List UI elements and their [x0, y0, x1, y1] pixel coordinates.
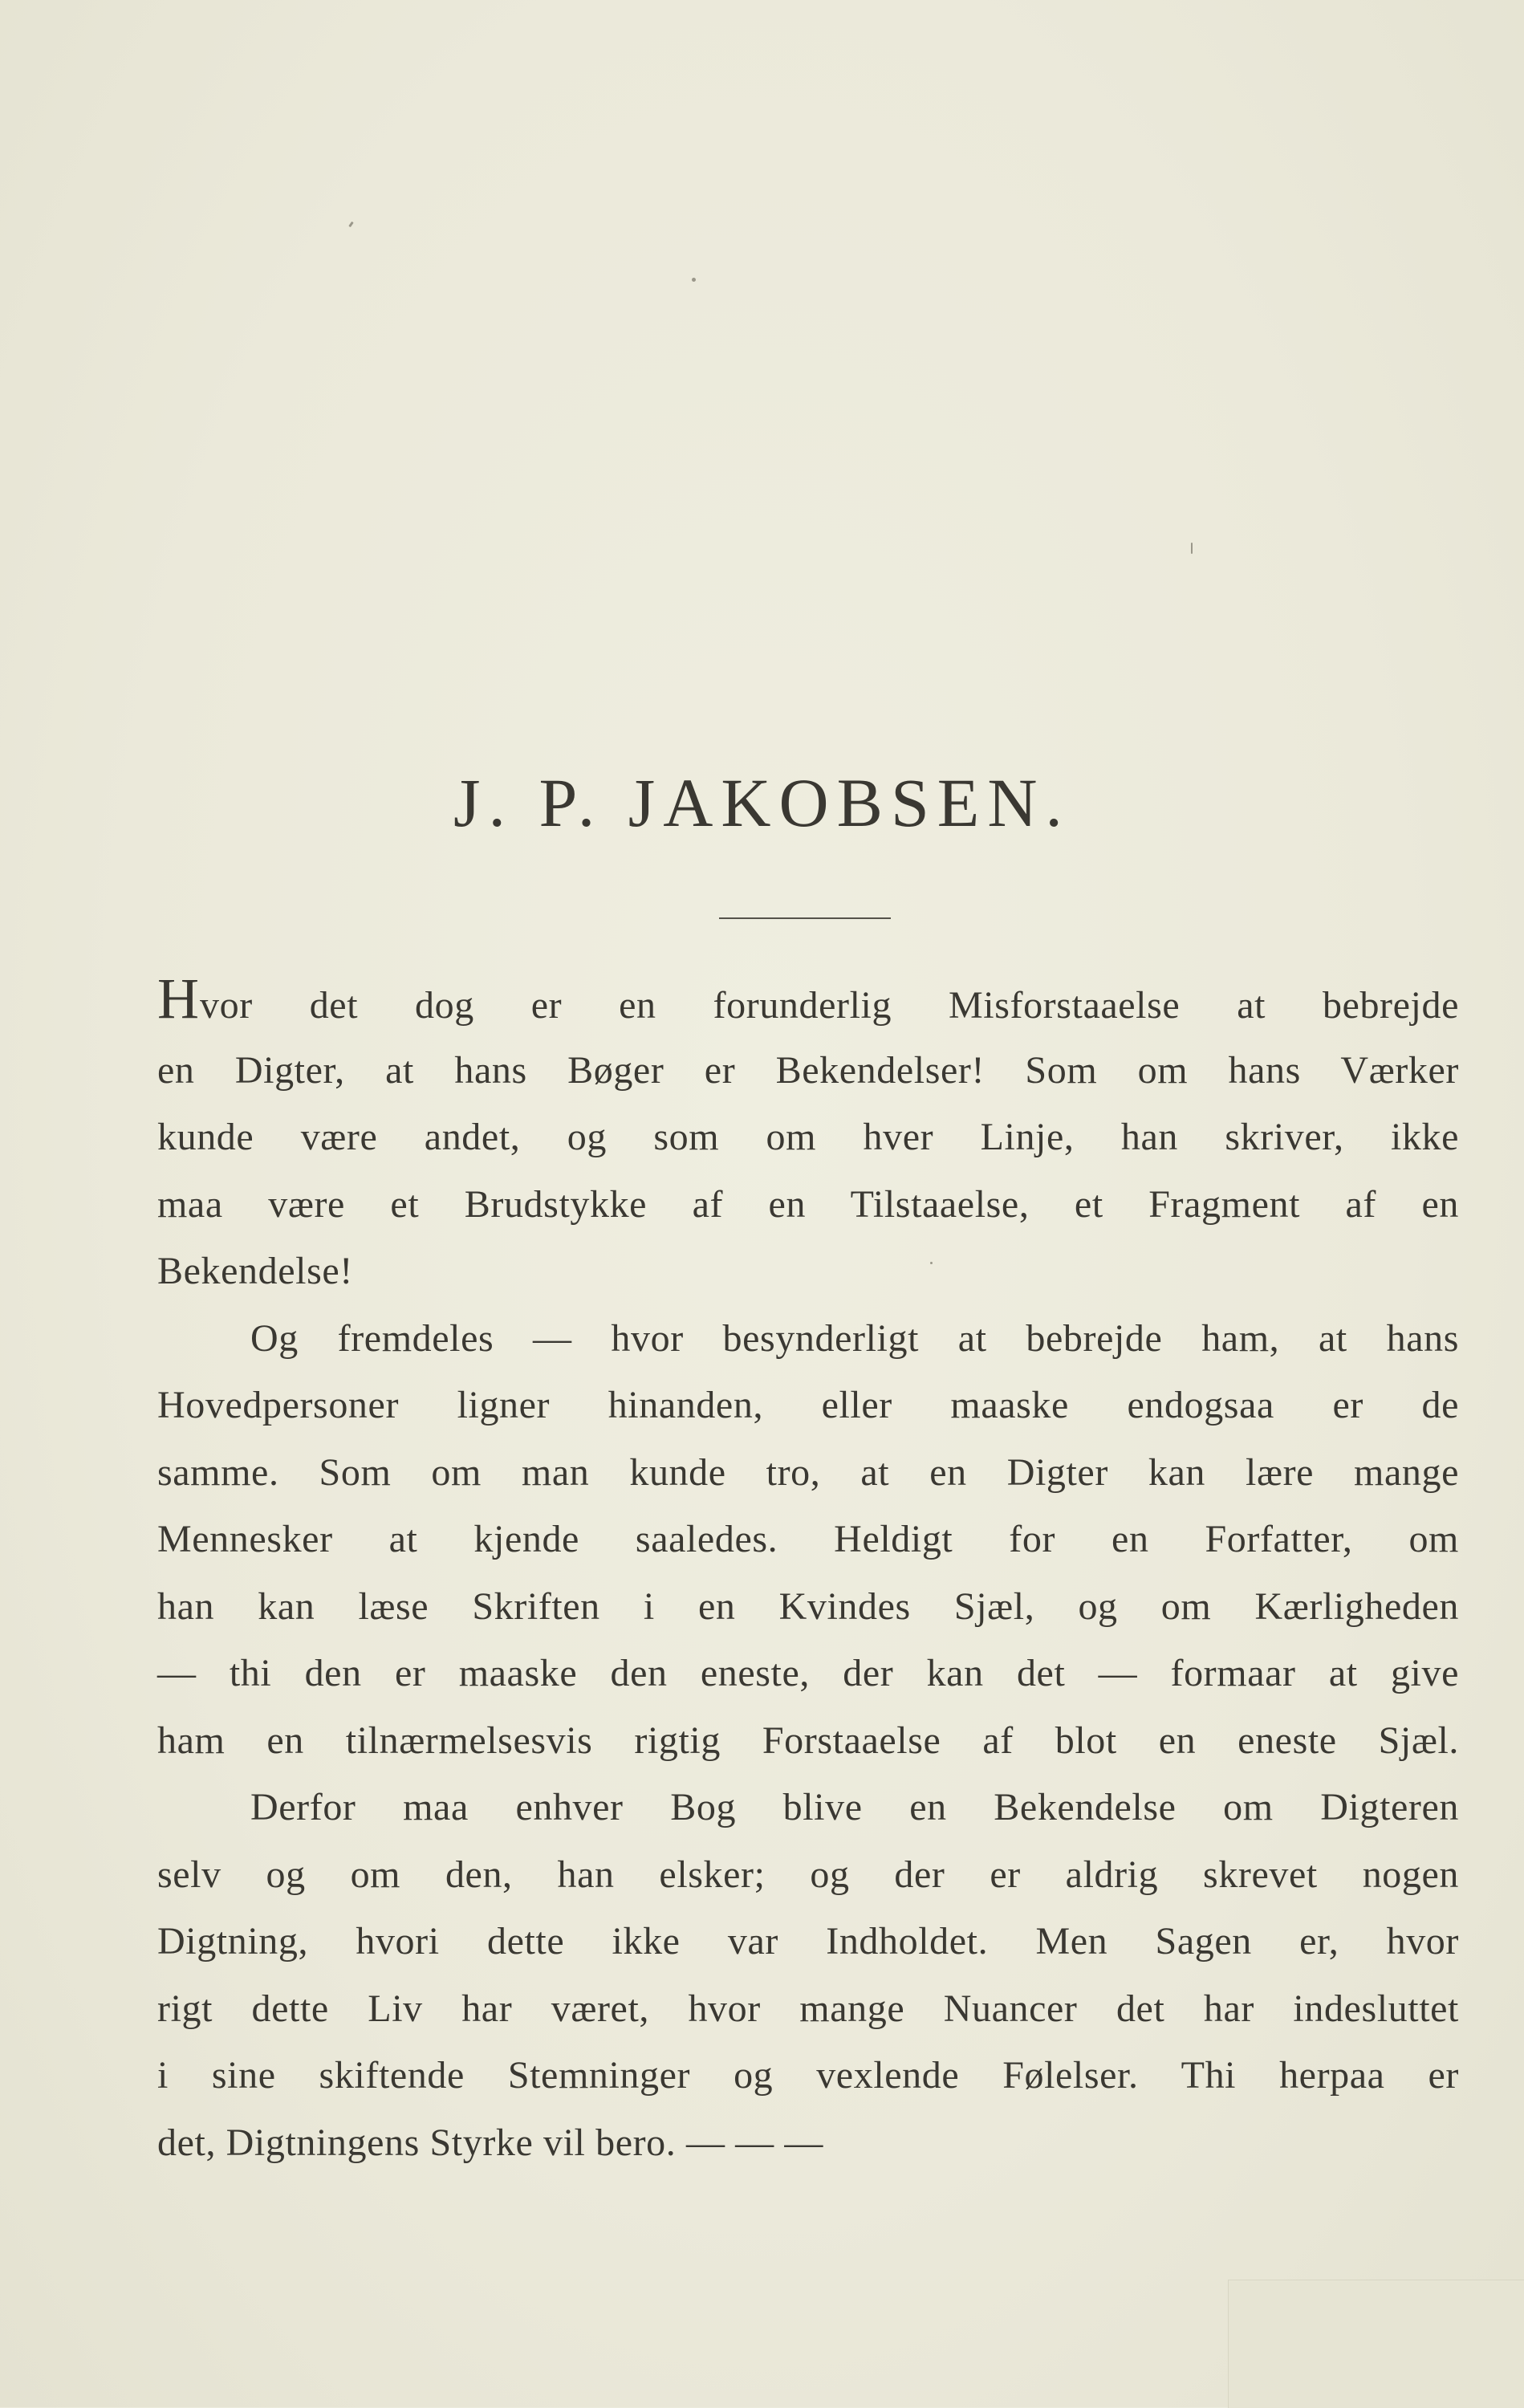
text-line: det, Digtningens Styrke vil bero. — — —	[157, 2121, 823, 2164]
text-line: han kan læse Skriften i en Kvindes Sjæl, og om Kærligheden	[157, 1584, 1459, 1628]
text-line: samme. Som om man kunde tro, at en Digter kan lære mange	[157, 1450, 1459, 1494]
text-line: i sine skiftende Stemninger og vexlende Følelser. Thi herpaa er	[157, 2054, 1459, 2097]
text-line: Bekendelse!	[157, 1250, 353, 1292]
paper-speck	[692, 278, 696, 282]
text-line: — thi den er maaske den eneste, der kan det — formaar at give	[157, 1652, 1459, 1694]
text-line: Hovedpersoner ligner hinanden, eller maaske endogsaa er de	[157, 1384, 1459, 1426]
text-line: en Digter, at hans Bøger er Bekendelser! Som om hans Værker	[157, 1048, 1459, 1092]
text-line: maa være et Brudstykke af en Tilstaaelse, et Fragment af en	[157, 1182, 1459, 1226]
text-line: Digtning, hvori dette ikke var Indholdet. Men Sagen er, hvor	[157, 1920, 1459, 1963]
page-title: J. P. JAKOBSEN.	[453, 764, 1071, 841]
paper-speck	[348, 222, 353, 227]
page-corner-shadow	[1228, 2280, 1524, 2408]
text-line: ham en tilnærmelsesvis rigtig Forstaaelse af blot en eneste Sjæl.	[157, 1719, 1459, 1762]
text-line: kunde være andet, og som om hver Linje, han skriver, ikke	[157, 1116, 1459, 1158]
text-line: selv og om den, han elsker; og der er aldrig skrevet nogen	[157, 1853, 1459, 1896]
text-line: Hvor det dog er en forunderlig Misforstaaelse at bebrejde	[157, 966, 1459, 1031]
paper-speck	[1191, 543, 1193, 554]
text-line: Og fremdeles — hvor besynderligt at bebrejde ham, at hans	[250, 1316, 1459, 1360]
body-text	[157, 966, 1459, 2176]
text-line: rigt dette Liv har været, hvor mange Nuancer det har indesluttet	[157, 1987, 1459, 2030]
text-line: Mennesker at kjende saaledes. Heldigt for en Forfatter, om	[157, 1518, 1459, 1560]
title-divider	[719, 917, 891, 919]
drop-cap: H	[157, 966, 200, 1031]
text-line: Derfor maa enhver Bog blive en Bekendelse om Digteren	[250, 1786, 1459, 1828]
